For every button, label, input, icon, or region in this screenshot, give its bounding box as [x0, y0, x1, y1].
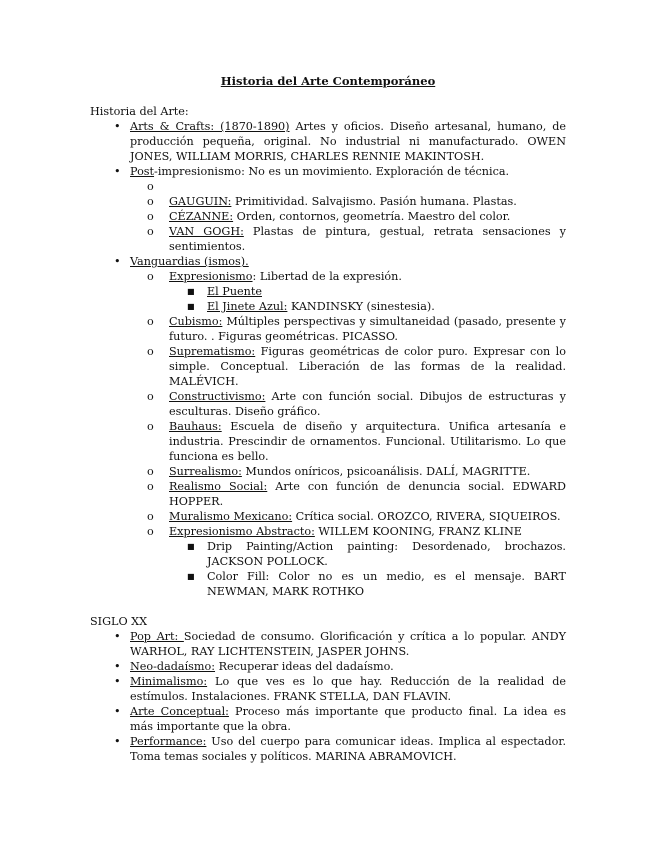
item-text: Escuela de diseño y arquitectura. Unifica artesanía e industria. Prescindir de ornamentos. Funcional. Utilitarismo. Lo que funciona es bello.: [169, 420, 566, 463]
list-item-expresionismo-abstracto: [129, 524, 566, 599]
list-item-el-jinete-azul: [169, 299, 566, 314]
list-item-color-fill: [169, 569, 566, 599]
circle-bullet-icon: o: [147, 180, 154, 193]
list-item-constructivismo: [129, 389, 566, 419]
list-item-expresionismo: [129, 269, 566, 314]
circle-bullet-icon: o: [147, 480, 154, 493]
list-item-cubismo: [129, 314, 566, 344]
term: Muralismo Mexicano:: [169, 510, 293, 523]
square-bullet-icon: ■: [187, 542, 195, 551]
list-item-arts-crafts: [90, 119, 566, 164]
list-item-arte-conceptual: [90, 704, 566, 734]
item-text: Sociedad de consumo. Glorificación y crítica a lo popular. ANDY WARHOL, RAY LICHTENSTEIN, JASPER JOHNS.: [130, 630, 566, 658]
vanguardias-sublist: [129, 269, 566, 599]
bullet-icon: •: [114, 705, 121, 718]
term: Bauhaus:: [169, 420, 222, 433]
list-item-van-gogh: [129, 224, 566, 254]
list-item-neo-dadaismo: [90, 659, 566, 674]
circle-bullet-icon: o: [147, 195, 154, 208]
circle-bullet-icon: o: [147, 390, 154, 403]
term: Vanguardias (ismos).: [130, 255, 249, 268]
list-item-muralismo: [129, 509, 566, 524]
item-text: : Libertad de la expresión.: [252, 270, 402, 283]
circle-bullet-icon: o: [147, 420, 154, 433]
term: Minimalismo:: [130, 675, 208, 688]
list-item-performance: [90, 734, 566, 764]
circle-bullet-icon: o: [147, 315, 154, 328]
term: Surrealismo:: [169, 465, 242, 478]
item-text: Arte con función social. Dibujos de estructuras y esculturas. Diseño gráfico.: [169, 390, 566, 418]
term: VAN GOGH:: [169, 225, 244, 238]
list-item-pop-art: [90, 629, 566, 659]
circle-bullet-icon: o: [147, 225, 154, 238]
bullet-icon: •: [114, 675, 121, 688]
term: Expresionismo: [169, 270, 253, 283]
item-text: KANDINSKY (sinestesia).: [287, 300, 435, 313]
square-bullet-icon: ■: [187, 302, 195, 311]
term: Expresionismo Abstracto:: [169, 525, 315, 538]
list-item-surrealismo: [129, 464, 566, 479]
term: Post: [130, 165, 155, 178]
item-text: Uso del cuerpo para comunicar ideas. Implica al espectador. Toma temas sociales y políticos. MARINA ABRAMOVICH.: [130, 735, 566, 763]
bullet-icon: •: [114, 735, 121, 748]
item-text: Figuras geométricas de color puro. Expresar con lo simple. Conceptual. Liberación de las formas de la realidad. MALÉVICH.: [169, 345, 566, 388]
expresionismo-sublist: [169, 284, 566, 314]
item-text: WILLEM KOONING, FRANZ KLINE: [314, 525, 522, 538]
item-text: Proceso más importante que producto final. La idea es más importante que la obra.: [130, 705, 566, 733]
bullet-icon: •: [114, 165, 121, 178]
term: Cubismo:: [169, 315, 223, 328]
circle-bullet-icon: o: [147, 270, 154, 283]
list-item-cezanne: [129, 209, 566, 224]
list-item: [129, 179, 566, 194]
document-page: [90, 74, 566, 764]
item-text: Mundos oníricos, psicoanálisis. DALÍ, MAGRITTE.: [241, 465, 531, 478]
item-text: Orden, contornos, geometría. Maestro del color.: [233, 210, 511, 223]
square-bullet-icon: ■: [187, 572, 195, 581]
term: El Puente: [207, 285, 262, 298]
term: Arte Conceptual:: [130, 705, 229, 718]
item-text: Arte con función de denuncia social. EDWARD HOPPER.: [169, 480, 566, 508]
term: Suprematismo:: [169, 345, 256, 358]
term: Realismo Social:: [169, 480, 268, 493]
list-item-el-puente: [169, 284, 566, 299]
circle-bullet-icon: o: [147, 345, 154, 358]
list-item-vanguardias: [90, 254, 566, 599]
item-text: Lo que ves es lo que hay. Reducción de la realidad de estímulos. Instalaciones. FRANK STELLA, DAN FLAVIN.: [130, 675, 566, 703]
circle-bullet-icon: o: [147, 510, 154, 523]
item-text: Primitividad. Salvajismo. Pasión humana. Plastas.: [231, 195, 517, 208]
term: Neo-dadaísmo:: [130, 660, 216, 673]
term: Arts & Crafts: (1870-1890): [130, 120, 290, 133]
circle-bullet-icon: o: [147, 210, 154, 223]
item-text: -impresionismo: No es un movimiento. Exploración de técnica.: [154, 165, 510, 178]
item-text: Color Fill: Color no es un medio, es el mensaje. BART NEWMAN, MARK ROTHKO: [207, 570, 566, 598]
term: Performance:: [130, 735, 207, 748]
item-text: Recuperar ideas del dadaísmo.: [215, 660, 394, 673]
term: Pop Art:: [130, 630, 184, 643]
document-title: Historia del Arte Contemporáneo: [220, 74, 436, 88]
item-text: Artes y oficios. Diseño artesanal, humano, de producción pequeña, original. No industrial ni manufacturado. OWEN JONES, WILLIAM MORRIS, CHARLES RENNIE MAKINTOSH.: [130, 120, 566, 163]
list-item-drip-painting: [169, 539, 566, 569]
term: GAUGUIN:: [169, 195, 232, 208]
item-text: Drip Painting/Action painting: Desordenado, brochazos. JACKSON POLLOCK.: [207, 540, 566, 568]
item-text: Crítica social. OROZCO, RIVERA, SIQUEIROS.: [292, 510, 561, 523]
bullet-icon: •: [114, 120, 121, 133]
bullet-icon: •: [114, 630, 121, 643]
term: CÉZANNE:: [169, 210, 234, 223]
siglo-xx-list: [90, 629, 566, 764]
post-impresionismo-sublist: [129, 179, 566, 254]
circle-bullet-icon: o: [147, 465, 154, 478]
list-item-post-impresionismo: [90, 164, 566, 254]
term: Constructivismo:: [169, 390, 266, 403]
list-item-realismo-social: [129, 479, 566, 509]
list-item-minimalismo: [90, 674, 566, 704]
historia-list: [90, 119, 566, 599]
item-text: Plastas de pintura, gestual, retrata sensaciones y sentimientos.: [169, 225, 566, 253]
item-text: Múltiples perspectivas y simultaneidad (pasado, presente y futuro. . Figuras geométricas. PICASSO.: [169, 315, 566, 343]
list-item-suprematismo: [129, 344, 566, 389]
bullet-icon: •: [114, 255, 121, 268]
section-heading-historia: Historia del Arte:: [90, 105, 189, 118]
square-bullet-icon: ■: [187, 287, 195, 296]
abstracto-sublist: [169, 539, 566, 599]
term: El Jinete Azul:: [207, 300, 288, 313]
circle-bullet-icon: o: [147, 525, 154, 538]
list-item-bauhaus: [129, 419, 566, 464]
list-item-gauguin: [129, 194, 566, 209]
bullet-icon: •: [114, 660, 121, 673]
section-heading-siglo-xx: SIGLO XX: [90, 615, 148, 628]
